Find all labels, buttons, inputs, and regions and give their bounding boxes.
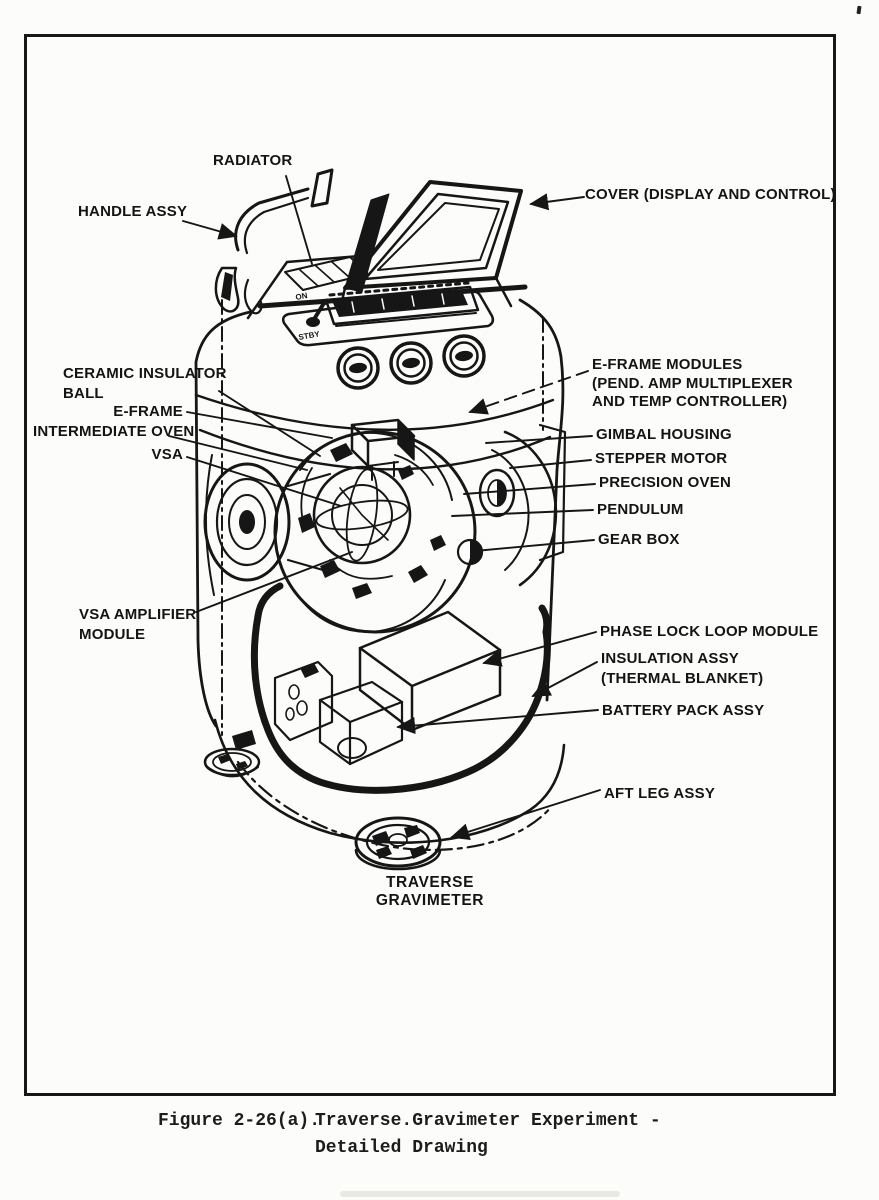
caption-line-2: Detailed Drawing xyxy=(315,1138,488,1158)
callout-phase-lock-loop-module: PHASE LOCK LOOP MODULE xyxy=(600,623,819,640)
callout-radiator: RADIATOR xyxy=(213,152,293,169)
figure-number: Figure 2-26(a). xyxy=(158,1111,321,1131)
callout-gimbal-housing: GIMBAL HOUSING xyxy=(596,426,732,443)
callout-stepper-motor: STEPPER MOTOR xyxy=(595,450,728,467)
drawing-title: TRAVERSE GRAVIMETER xyxy=(375,874,485,909)
panel-buttons xyxy=(338,336,484,388)
switch-stby-label: STBY xyxy=(297,329,321,342)
callout-battery-pack-assy: BATTERY PACK ASSY xyxy=(602,702,765,719)
gimbal-sphere xyxy=(275,432,475,632)
body-casing xyxy=(196,300,564,850)
caption-line-1: Traverse.Gravimeter Experiment - xyxy=(315,1111,661,1131)
callout-e-frame-modules: E-FRAME MODULES (PEND. AMP MULTIPLEXER AND TEMP CONTROLLER) xyxy=(592,356,793,410)
callout-gear-box: GEAR BOX xyxy=(598,531,680,548)
callout-insulation-assy: INSULATION ASSY (THERMAL BLANKET) xyxy=(601,650,764,687)
callout-intermediate-oven: INTERMEDIATE OVEN xyxy=(33,423,195,440)
callout-precision-oven: PRECISION OVEN xyxy=(599,474,731,491)
callout-vsa-amplifier-module: VSA AMPLIFIER MODULE xyxy=(79,606,197,643)
callout-vsa: VSA xyxy=(151,446,183,463)
callout-pendulum: PENDULUM xyxy=(597,501,684,518)
callout-ceramic-insulator-ball: CERAMIC INSULATOR BALL xyxy=(63,365,227,402)
callout-handle-assy: HANDLE ASSY xyxy=(78,203,188,220)
switch-on-label: ON xyxy=(294,291,309,302)
callout-e-frame: E-FRAME xyxy=(113,403,183,420)
callout-cover: COVER (DISPLAY AND CONTROL) xyxy=(585,186,836,203)
stepper-motor-detail xyxy=(458,425,565,585)
callout-aft-leg-assy: AFT LEG ASSY xyxy=(604,785,716,802)
